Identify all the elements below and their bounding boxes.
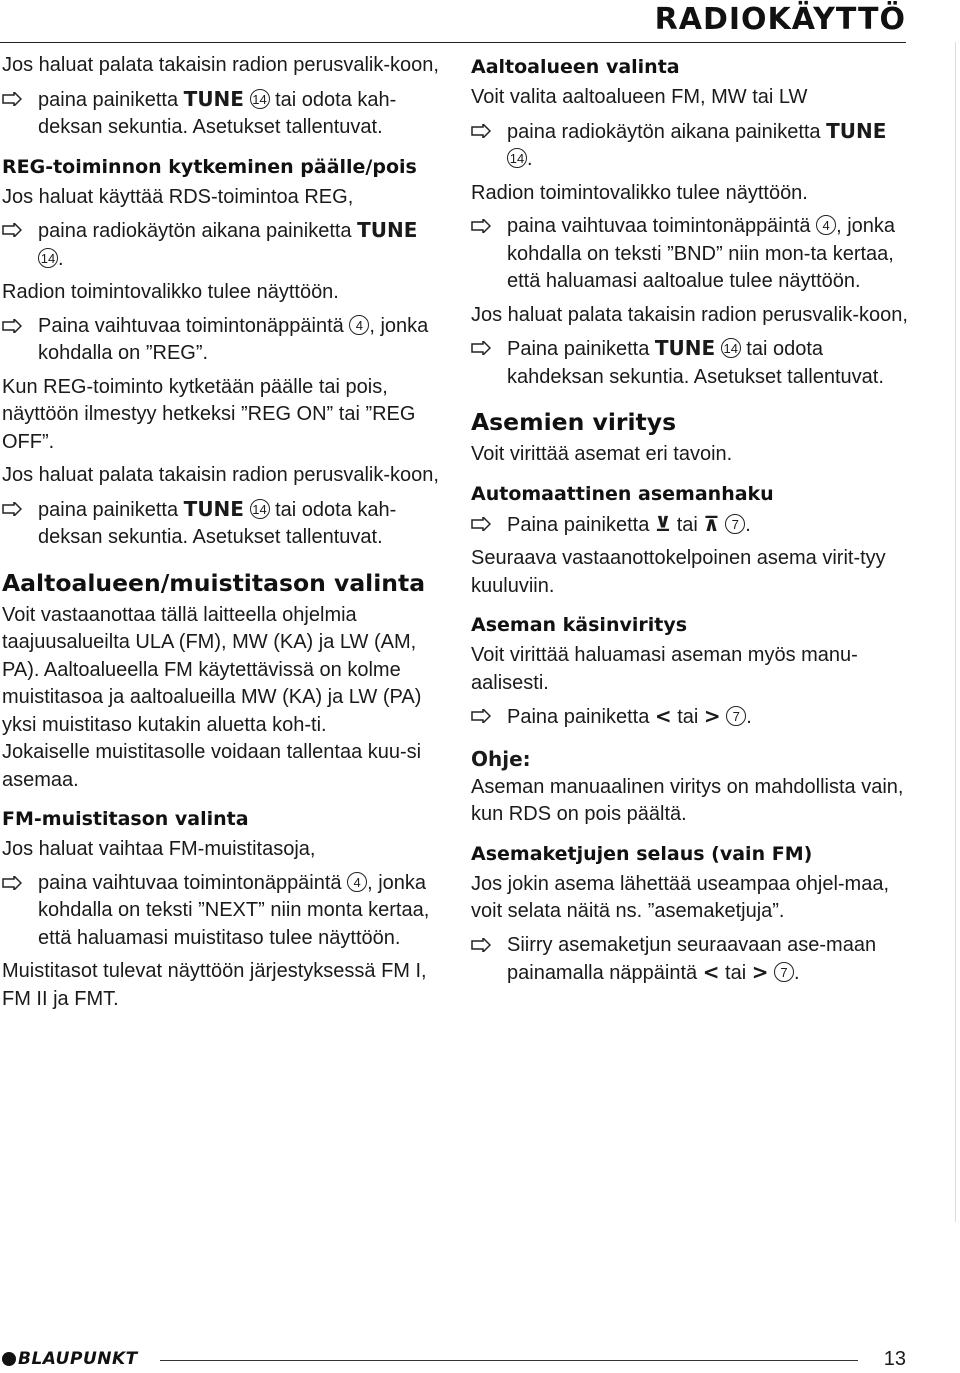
tune-key-label: TUNE (654, 336, 716, 360)
bullet-text: . (527, 148, 533, 170)
left-arrow-icon: < (702, 960, 720, 984)
bullet-text: tai (671, 513, 704, 536)
bullet-text: . (745, 513, 751, 536)
page-edge (955, 42, 960, 1222)
bullet-manual-keys (471, 703, 909, 732)
bullet-text: Siirry asemaketjun seuraavaan ase-maan painamalla näppäintä (507, 933, 877, 984)
bullet-text: paina vaihtuvaa toimintonäppäintä (38, 871, 348, 894)
bullet-text: tai (671, 706, 704, 728)
arrow-icon (471, 517, 491, 531)
heading-fm-memory: FM-muistitason valinta (2, 808, 249, 830)
heading-note: Ohje: (471, 746, 531, 771)
bullet-next-key (2, 870, 440, 953)
arrow-icon (2, 223, 22, 237)
bullet-text: paina radiokäytön aikana painiketta (38, 220, 358, 242)
paragraph-manual-intro: Voit virittää haluamasi aseman myös manu-aalisesti. (471, 644, 858, 694)
paragraph-fm-intro: Jos haluat vaihtaa FM-muistitasoja, (2, 838, 316, 860)
arrow-icon (471, 219, 491, 233)
arrow-icon (471, 938, 491, 952)
bullet-text: , jonka kohdalla on teksti ”BND” niin mon-ta kertaa, että haluamasi aaltoalue tulee näyttöön. (507, 215, 896, 292)
bullet-text: tai odota kahdeksan sekuntia. Asetukset tallentuvat. (507, 338, 884, 388)
paragraph-band-1: Voit vastaanottaa tällä laitteella ohjelmia taajuusalueilta ULA (FM), MW (KA) ja LW (AM, PA). Aaltoalueella FM käytettävissä on kolme muistitasoa ja aaltoalueilla MW (KA) ja LW (PA) yksi muistitaso kutakin aluetta koh-ti. (2, 603, 422, 736)
left-column (2, 52, 440, 1019)
page-header-title: RADIOKÄYTTÖ (654, 2, 906, 37)
arrow-icon (2, 502, 22, 516)
key-number-badge: 14 (250, 499, 270, 519)
bullet-text: paina painiketta (38, 88, 184, 111)
paragraph-tuning-intro: Voit virittää asemat eri tavoin. (471, 443, 733, 465)
paragraph-note: Aseman manuaalinen viritys on mahdollista vain, kun RDS on pois päältä. (471, 775, 904, 825)
key-number-badge: 4 (349, 315, 369, 335)
bullet-seek-keys (471, 511, 909, 540)
bullet-reg-key (2, 313, 440, 368)
heading-auto-search: Automaattinen asemanhaku (471, 482, 774, 505)
heading-manual-tuning: Aseman käsinviritys (471, 614, 688, 636)
paragraph-return-intro: Jos haluat palata takaisin radion perusvalik-koon, (2, 54, 439, 76)
key-number-badge: 14 (507, 148, 527, 168)
key-number-badge: 14 (250, 89, 270, 109)
header-rule (0, 42, 906, 43)
tune-key-label: TUNE (183, 496, 244, 521)
paragraph-band-2: Jokaiselle muistitasolle voidaan tallentaa kuu-si asemaa. (2, 741, 422, 791)
arrow-icon (2, 92, 22, 106)
bullet-text: . (58, 247, 64, 270)
arrow-icon (471, 709, 491, 723)
brand-name: BLAUPUNKT (18, 1349, 138, 1369)
arrow-icon (2, 319, 22, 333)
page-number: 13 (883, 1348, 906, 1370)
key-number-badge: 7 (725, 514, 745, 534)
key-number-badge: 7 (774, 962, 794, 982)
heading-reg: REG-toiminnon kytkeminen päälle/pois (2, 155, 417, 178)
bullet-text: , jonka kohdalla on ”REG”. (38, 314, 429, 364)
key-number-badge: 14 (721, 338, 741, 358)
heading-band-select: Aaltoalueen valinta (471, 56, 680, 78)
bullet-tune-return (2, 86, 440, 142)
left-arrow-icon: < (654, 704, 672, 728)
paragraph-band-intro: Voit valita aaltoalueen FM, MW tai LW (471, 86, 808, 108)
heading-station-chains: Asemaketjujen selaus (vain FM) (471, 842, 813, 865)
bullet-text: Paina painiketta (507, 706, 655, 728)
logo-dot-icon (2, 1352, 16, 1366)
footer-rule (160, 1360, 858, 1361)
bullet-text: Paina painiketta (507, 338, 655, 360)
paragraph-auto-result: Seuraava vastaanottokelpoinen asema virit-tyy kuuluviin. (471, 547, 886, 597)
bullet-text: paina vaihtuvaa toimintonäppäintä (507, 215, 817, 237)
bullet-tune-return (471, 335, 909, 391)
key-number-badge: 4 (816, 215, 836, 235)
key-number-badge: 4 (347, 872, 367, 892)
key-number-badge: 14 (38, 248, 58, 268)
heading-band-memory: Aaltoalueen/muistitason valinta (2, 568, 426, 597)
arrow-icon (471, 341, 491, 355)
bullet-text: paina painiketta (38, 498, 184, 521)
bullet-text: . (794, 962, 800, 984)
bullet-chain-keys (471, 932, 909, 988)
bullet-tune-press (471, 118, 909, 174)
tune-key-label: TUNE (357, 218, 418, 242)
bullet-tune-return-2 (2, 496, 440, 552)
bullet-text: Paina vaihtuvaa toimintonäppäintä (38, 314, 350, 337)
bullet-text: , jonka kohdalla on teksti ”NEXT” niin monta kertaa, että haluamasi muistitaso tulee näyttöön. (38, 871, 430, 949)
paragraph-menu: Radion toimintovalikko tulee näyttöön. (471, 181, 808, 204)
paragraph-chain-intro: Jos jokin asema lähettää useampaa ohjel-maa, voit selata näitä ns. ”asemaketjuja”. (471, 872, 890, 922)
bullet-text: paina radiokäytön aikana painiketta (507, 120, 827, 143)
paragraph-reg-intro: Jos haluat käyttää RDS-toimintoa REG, (2, 185, 354, 208)
right-arrow-icon: > (751, 960, 769, 984)
paragraph-reg-result: Kun REG-toiminto kytketään päälle tai pois, näyttöön ilmestyy hetkeksi ”REG ON” tai ”REG OFF”. (2, 375, 416, 453)
tune-key-label: TUNE (826, 118, 887, 143)
seek-down-icon: ⊻ (654, 511, 672, 536)
arrow-icon (2, 876, 22, 890)
seek-up-icon: ⊼ (703, 511, 720, 536)
bullet-text: tai odota kah-deksan sekuntia. Asetukset tallentuvat. (38, 88, 397, 138)
bullet-text: Paina painiketta (507, 513, 655, 536)
tune-key-label: TUNE (183, 86, 244, 111)
paragraph-return-intro: Jos haluat palata takaisin radion perusvalik-koon, (471, 303, 908, 326)
brand-logo (2, 1349, 138, 1369)
right-column (471, 52, 909, 994)
bullet-text: tai (719, 962, 752, 984)
paragraph-fm-order: Muistitasot tulevat näyttöön järjestyksessä FM I, FM II ja FMT. (2, 960, 427, 1010)
bullet-tune-press (2, 217, 440, 273)
bullet-text: . (746, 706, 752, 728)
arrow-icon (471, 124, 491, 138)
key-number-badge: 7 (726, 706, 746, 726)
paragraph-menu: Radion toimintovalikko tulee näyttöön. (2, 281, 339, 303)
right-arrow-icon: > (703, 704, 721, 728)
bullet-bnd-key (471, 213, 909, 296)
paragraph-return-intro-2: Jos haluat palata takaisin radion perusvalik-koon, (2, 464, 439, 486)
heading-tuning: Asemien viritys (471, 408, 677, 436)
bullet-text: tai odota kah-deksan sekuntia. Asetukset tallentuvat. (38, 498, 397, 548)
